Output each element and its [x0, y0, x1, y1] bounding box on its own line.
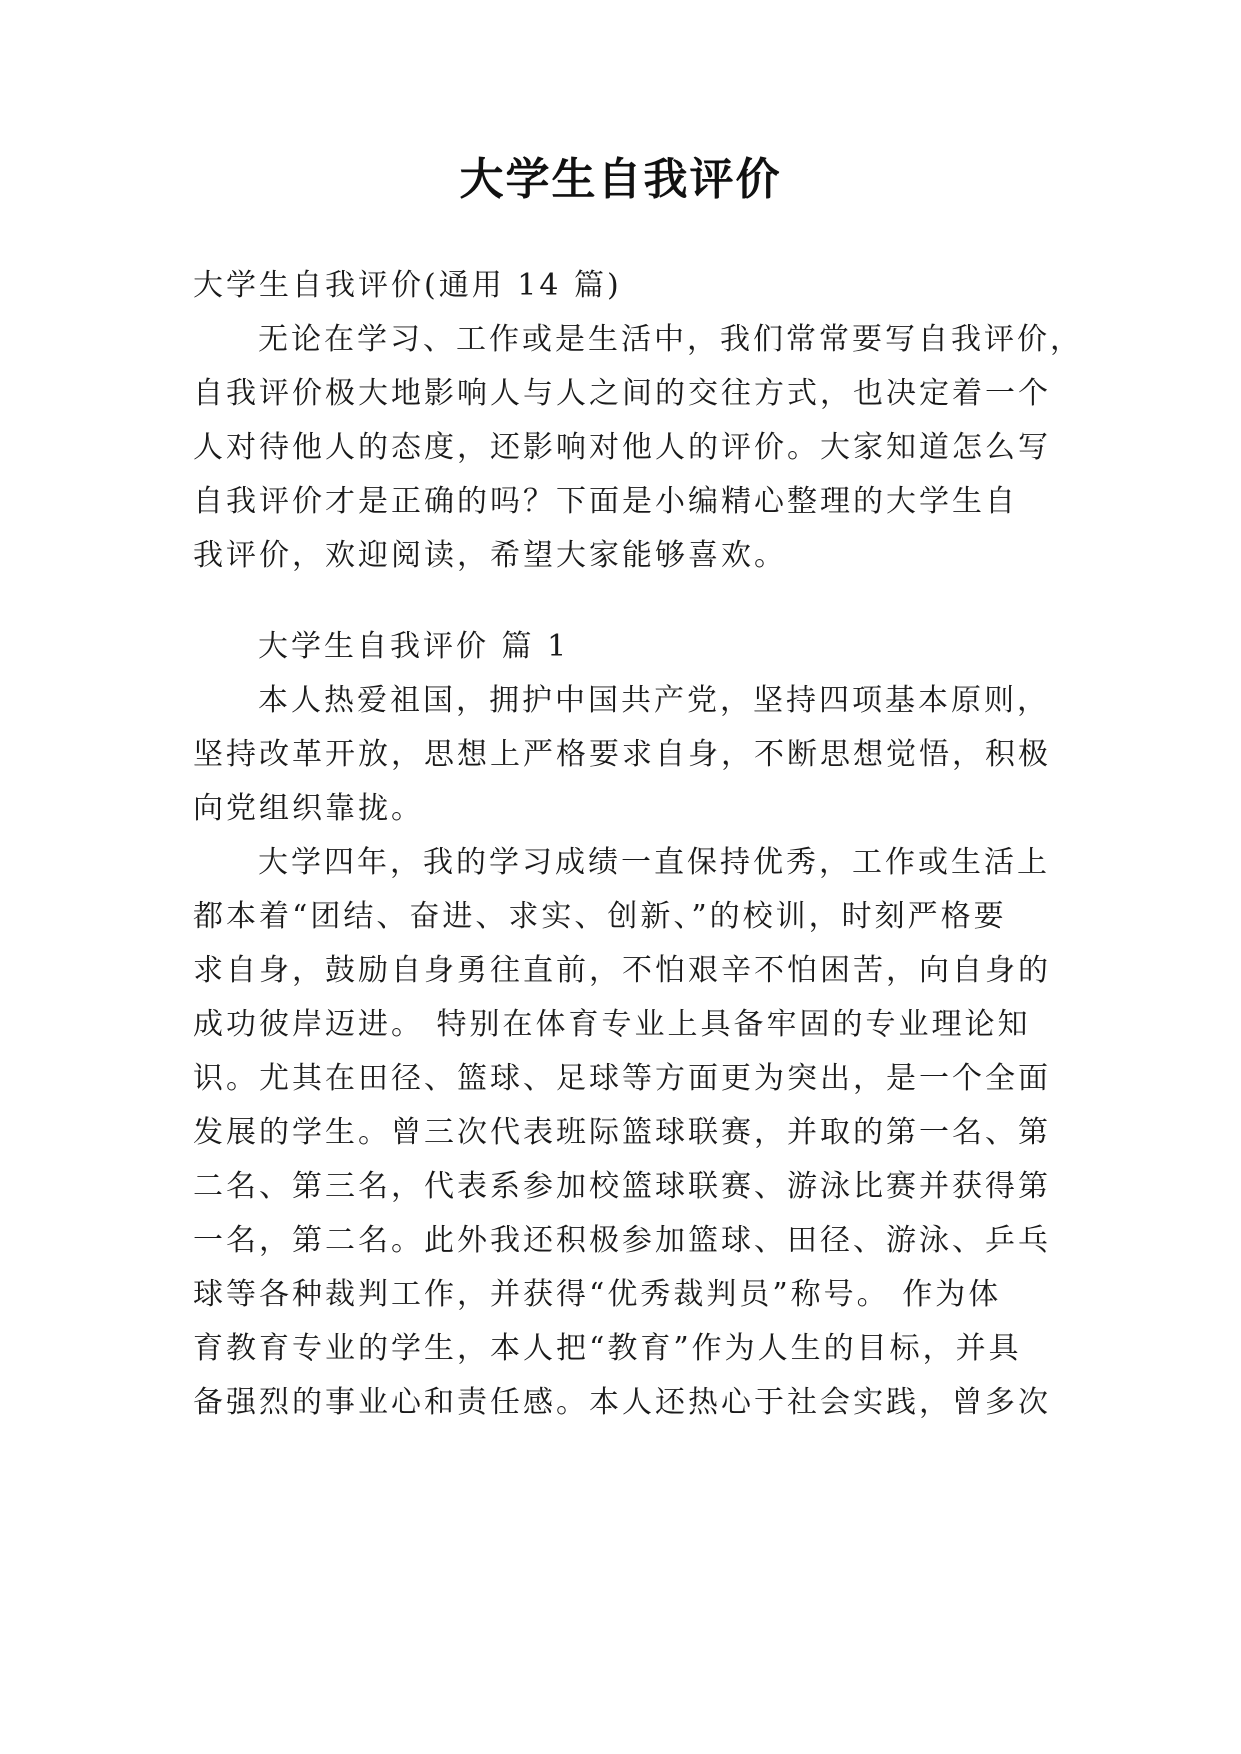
intro-line: 人对待他人的态度，还影响对他人的评价。大家知道怎么写	[193, 430, 1051, 465]
body-line: 一名，第二名。此外我还积极参加篮球、田径、游泳、乒乓	[193, 1223, 1051, 1258]
body-line: 球等各种裁判工作，并获得“优秀裁判员”称号。 作为体	[193, 1277, 1002, 1312]
intro-line: 自我评价极大地影响人与人之间的交往方式，也决定着一个	[193, 376, 1051, 411]
body-line: 坚持改革开放，思想上严格要求自身，不断思想觉悟，积极	[193, 737, 1051, 772]
body-line: 都本着“团结、奋进、求实、创新、”的校训，时刻严格要	[193, 899, 1007, 934]
body-line: 大学四年，我的学习成绩一直保持优秀，工作或生活上	[258, 845, 1050, 880]
section-heading: 大学生自我评价 篇 1	[258, 629, 570, 664]
intro-line: 自我评价才是正确的吗？下面是小编精心整理的大学生自	[193, 484, 1018, 519]
body-line: 本人热爱祖国，拥护中国共产党，坚持四项基本原则，	[258, 683, 1050, 718]
document-title: 大学生自我评价	[459, 154, 782, 205]
body-line: 二名、第三名，代表系参加校篮球联赛、游泳比赛并获得第	[193, 1169, 1051, 1204]
body-line: 成功彼岸迈进。 特别在体育专业上具备牢固的专业理论知	[193, 1007, 1031, 1042]
body-line: 发展的学生。曾三次代表班际篮球联赛，并取的第一名、第	[193, 1115, 1051, 1150]
intro-line: 我评价，欢迎阅读，希望大家能够喜欢。	[193, 538, 787, 573]
body-line: 育教育专业的学生，本人把“教育”作为人生的目标，并具	[193, 1331, 1022, 1366]
intro-line: 无论在学习、工作或是生活中，我们常常要写自我评价，	[258, 322, 1083, 357]
body-line: 识。尤其在田径、篮球、足球等方面更为突出，是一个全面	[193, 1061, 1051, 1096]
body-line: 备强烈的事业心和责任感。本人还热心于社会实践，曾多次	[193, 1385, 1051, 1420]
body-line: 向党组织靠拢。	[193, 791, 424, 826]
body-line: 求自身，鼓励自身勇往直前，不怕艰辛不怕困苦，向自身的	[193, 953, 1051, 988]
document-subtitle: 大学生自我评价(通用 14 篇)	[193, 268, 622, 303]
